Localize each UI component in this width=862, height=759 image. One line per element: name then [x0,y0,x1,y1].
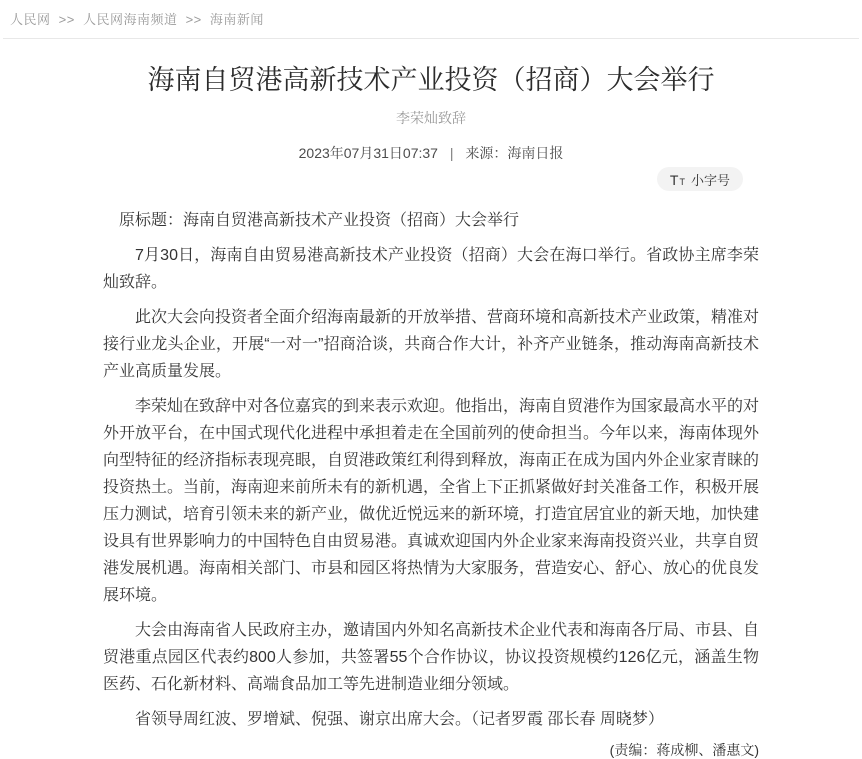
article-paragraph: 李荣灿在致辞中对各位嘉宾的到来表示欢迎。他指出，海南自贸港作为国家最高水平的对外开放平台，在中国式现代化进程中承担着走在全国前列的使命担当。今年以来，海南体现外向型特征的经济指标表现亮眼，自贸港政策红利得到释放，海南正在成为国内外企业家青睐的投资热土。当前，海南迎来前所未有的新机遇，全省上下正抓紧做好封关准备工作，积极开展压力测试，培育引领未来的新产业，做优近悦远来的新环境，打造宜居宜业的新天地，加快建设具有世界影响力的中国特色自由贸易港。真诚欢迎国内外企业家来海南投资兴业，共享自贸港发展机遇。海南相关部门、市县和园区将热情为大家服务，营造安心、舒心、放心的优良发展环境。 [103,398,760,604]
page-title: 海南自贸港高新技术产业投资（招商）大会举行 [147,65,715,95]
article-paragraph: 省领导周红波、罗增斌、倪强、谢京出席大会。（记者罗霞 邵长春 周晓梦） [135,711,664,728]
header-divider [3,38,859,39]
meta-separator: | [449,145,454,161]
breadcrumb-link-hainan-channel[interactable]: 人民网海南频道 [82,12,178,27]
article-paragraph: 大会由海南省人民政府主办，邀请国内外知名高新技术企业代表和海南各厅局、市县、自贸港重点园区代表约800人参加，共签署55个合作协议，协议投资规模约126亿元，涵盖生物医药、石化新材料、高端食品加工等先进制造业细分领域。 [103,622,760,693]
article-toolbar [103,167,759,191]
font-size-icon: T [669,172,679,188]
source-label: 来源： [465,145,508,161]
breadcrumb-link-hainan-news[interactable]: 海南新闻 [209,12,264,27]
publish-time: 2023年07月31日07:37 [298,145,438,161]
article-paragraph: 此次大会向投资者全面介绍海南最新的开放举措、营商环境和高新技术产业政策，精准对接行业龙头企业，开展“一对一”招商洽谈，共商合作大计，补齐产业链条，推动海南高新技术产业高质量发展。 [103,309,760,380]
article-subtitle: 李荣灿致辞 [396,110,466,126]
font-size-button[interactable] [657,167,743,191]
article-container [103,65,759,759]
article-meta [103,143,759,163]
breadcrumb [0,0,862,38]
article-paragraph: 7月30日，海南自由贸易港高新技术产业投资（招商）大会在海口举行。省政协主席李荣灿致辞。 [103,247,759,291]
original-title-label: 原标题： [119,212,184,229]
article-body [103,242,759,733]
original-title-text: 海南自贸港高新技术产业投资（招商）大会举行 [183,212,520,229]
editors-credit: (责编：蒋成柳、潘惠文) [609,742,759,758]
breadcrumb-separator: >> [58,12,75,27]
source-name: 海南日报 [507,145,564,161]
font-size-button-label: 小字号 [690,173,730,188]
font-size-icon-small: T [679,177,685,187]
original-title-line [103,207,759,234]
breadcrumb-link-peoples-daily[interactable]: 人民网 [10,12,51,27]
breadcrumb-separator: >> [185,12,202,27]
